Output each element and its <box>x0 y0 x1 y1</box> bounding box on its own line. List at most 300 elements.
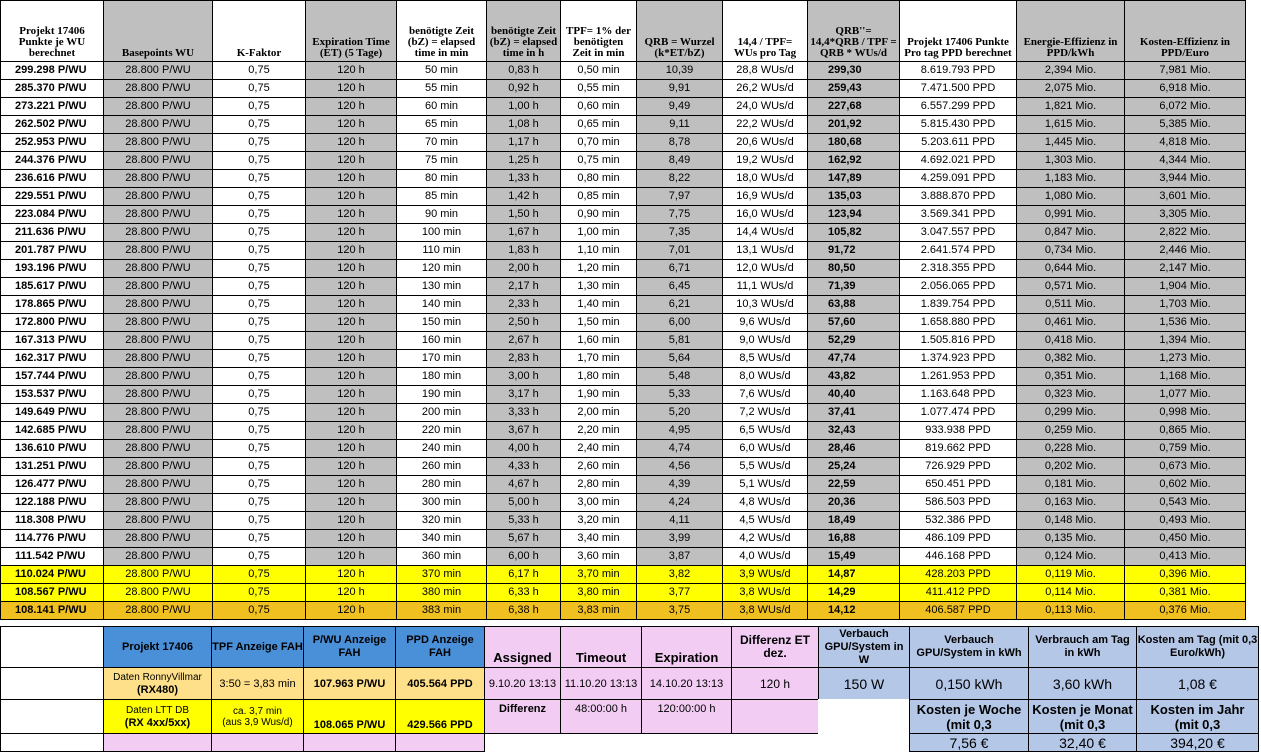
cell-wus-per-day[interactable]: 4,0 WUs/d <box>723 548 808 566</box>
cell-elapsed-h[interactable]: 3,67 h <box>487 422 561 440</box>
cell-basepoints[interactable]: 28.800 P/WU <box>104 188 213 206</box>
cell-energy-efficiency[interactable]: 0,847 Mio. <box>1017 224 1125 242</box>
cell-cost-efficiency[interactable]: 4,818 Mio. <box>1125 134 1246 152</box>
cell-cost-efficiency[interactable]: 0,865 Mio. <box>1125 422 1246 440</box>
cell-expiration-time[interactable]: 120 h <box>306 458 397 476</box>
cell-cost-efficiency[interactable]: 1,273 Mio. <box>1125 350 1246 368</box>
summary-day-kwh-header[interactable]: Verbrauch am Tag in kWh <box>1028 626 1137 668</box>
cell-elapsed-h[interactable]: 1,25 h <box>487 152 561 170</box>
cell-k-factor[interactable]: 0,75 <box>213 512 306 530</box>
cell-expiration-time[interactable]: 120 h <box>306 476 397 494</box>
summary-row1-diff-et[interactable]: 120 h <box>731 667 819 700</box>
cell-points-per-wu[interactable]: 273.221 P/WU <box>1 98 104 116</box>
cell-energy-efficiency[interactable]: 2,394 Mio. <box>1017 62 1125 80</box>
cell-basepoints[interactable]: 28.800 P/WU <box>104 116 213 134</box>
cell-basepoints[interactable]: 28.800 P/WU <box>104 530 213 548</box>
cell-elapsed-min[interactable]: 55 min <box>397 80 487 98</box>
cell-expiration-time[interactable]: 120 h <box>306 224 397 242</box>
cell-elapsed-h[interactable]: 5,00 h <box>487 494 561 512</box>
cell-wus-per-day[interactable]: 5,1 WUs/d <box>723 476 808 494</box>
cell-k-factor[interactable]: 0,75 <box>213 458 306 476</box>
cell-points-per-wu[interactable]: 162.317 P/WU <box>1 350 104 368</box>
cell-ppd[interactable]: 532.386 PPD <box>900 512 1017 530</box>
cell-expiration-time[interactable]: 120 h <box>306 152 397 170</box>
summary-row1-watt[interactable]: 150 W <box>818 667 910 700</box>
cell-k-factor[interactable]: 0,75 <box>213 224 306 242</box>
cell-energy-efficiency[interactable]: 0,113 Mio. <box>1017 602 1125 620</box>
cell-k-factor[interactable]: 0,75 <box>213 206 306 224</box>
summary-row2-tpf[interactable] <box>211 699 304 734</box>
cell-qrb-wus[interactable]: 105,82 <box>808 224 900 242</box>
cell-k-factor[interactable]: 0,75 <box>213 404 306 422</box>
summary-row1-pwu[interactable]: 107.963 P/WU <box>303 667 396 700</box>
cell-expiration-time[interactable]: 120 h <box>306 584 397 602</box>
cell-elapsed-min[interactable]: 383 min <box>397 602 487 620</box>
cell-cost-efficiency[interactable]: 1,394 Mio. <box>1125 332 1246 350</box>
cell-ppd[interactable]: 3.569.341 PPD <box>900 206 1017 224</box>
cell-expiration-time[interactable]: 120 h <box>306 530 397 548</box>
cell-ppd[interactable]: 428.203 PPD <box>900 566 1017 584</box>
cell-elapsed-min[interactable]: 280 min <box>397 476 487 494</box>
cell-qrb[interactable]: 5,81 <box>637 332 723 350</box>
cell-cost-efficiency[interactable]: 0,673 Mio. <box>1125 458 1246 476</box>
cell-points-per-wu[interactable]: 299.298 P/WU <box>1 62 104 80</box>
cell-cost-efficiency[interactable]: 0,493 Mio. <box>1125 512 1246 530</box>
cell-wus-per-day[interactable]: 18,0 WUs/d <box>723 170 808 188</box>
col-header-points-per-wu[interactable]: Projekt 17406 Punkte je WU berechnet <box>1 1 104 62</box>
cell-energy-efficiency[interactable]: 0,181 Mio. <box>1017 476 1125 494</box>
cell-basepoints[interactable]: 28.800 P/WU <box>104 584 213 602</box>
cell-cost-efficiency[interactable]: 3,944 Mio. <box>1125 170 1246 188</box>
summary-row1-day-cost[interactable]: 1,08 € <box>1136 667 1259 700</box>
cell-energy-efficiency[interactable]: 2,075 Mio. <box>1017 80 1125 98</box>
cell-tpf[interactable]: 3,60 min <box>561 548 637 566</box>
cell-elapsed-min[interactable]: 200 min <box>397 404 487 422</box>
cell-energy-efficiency[interactable]: 0,351 Mio. <box>1017 368 1125 386</box>
cell-basepoints[interactable]: 28.800 P/WU <box>104 458 213 476</box>
cell-elapsed-min[interactable]: 65 min <box>397 116 487 134</box>
cell-qrb[interactable]: 6,71 <box>637 260 723 278</box>
cell-k-factor[interactable]: 0,75 <box>213 440 306 458</box>
cell-points-per-wu[interactable]: 122.188 P/WU <box>1 494 104 512</box>
cell-qrb[interactable]: 5,20 <box>637 404 723 422</box>
summary-row3-empty-ppd[interactable] <box>395 733 485 752</box>
cell-k-factor[interactable]: 0,75 <box>213 332 306 350</box>
cell-expiration-time[interactable]: 120 h <box>306 602 397 620</box>
cell-cost-efficiency[interactable]: 1,077 Mio. <box>1125 386 1246 404</box>
cell-expiration-time[interactable]: 120 h <box>306 242 397 260</box>
cell-wus-per-day[interactable]: 11,1 WUs/d <box>723 278 808 296</box>
cell-basepoints[interactable]: 28.800 P/WU <box>104 278 213 296</box>
cell-k-factor[interactable]: 0,75 <box>213 278 306 296</box>
cell-energy-efficiency[interactable]: 0,511 Mio. <box>1017 296 1125 314</box>
cell-qrb-wus[interactable]: 22,59 <box>808 476 900 494</box>
cell-ppd[interactable]: 1.505.816 PPD <box>900 332 1017 350</box>
cell-tpf[interactable]: 3,80 min <box>561 584 637 602</box>
cell-elapsed-min[interactable]: 50 min <box>397 62 487 80</box>
empty-cell[interactable] <box>0 626 104 668</box>
cell-elapsed-min[interactable]: 380 min <box>397 584 487 602</box>
cell-cost-efficiency[interactable]: 3,601 Mio. <box>1125 188 1246 206</box>
cell-cost-efficiency[interactable]: 0,602 Mio. <box>1125 476 1246 494</box>
cell-qrb[interactable]: 4,24 <box>637 494 723 512</box>
cell-basepoints[interactable]: 28.800 P/WU <box>104 602 213 620</box>
cell-elapsed-min[interactable]: 140 min <box>397 296 487 314</box>
cell-cost-efficiency[interactable]: 5,385 Mio. <box>1125 116 1246 134</box>
cell-qrb[interactable]: 5,48 <box>637 368 723 386</box>
cell-qrb-wus[interactable]: 71,39 <box>808 278 900 296</box>
cell-k-factor[interactable]: 0,75 <box>213 152 306 170</box>
cell-cost-efficiency[interactable]: 1,536 Mio. <box>1125 314 1246 332</box>
cell-qrb[interactable]: 3,75 <box>637 602 723 620</box>
col-header-elapsed-min[interactable]: benötigte Zeit (bZ) = elapsed time in min <box>397 1 487 62</box>
cell-tpf[interactable]: 1,60 min <box>561 332 637 350</box>
cell-ppd[interactable]: 5.815.430 PPD <box>900 116 1017 134</box>
cell-expiration-time[interactable]: 120 h <box>306 386 397 404</box>
cell-k-factor[interactable]: 0,75 <box>213 314 306 332</box>
summary-row1-day-kwh[interactable]: 3,60 kWh <box>1028 667 1137 700</box>
cell-tpf[interactable]: 1,20 min <box>561 260 637 278</box>
cell-qrb-wus[interactable]: 40,40 <box>808 386 900 404</box>
cell-qrb[interactable]: 3,77 <box>637 584 723 602</box>
cell-qrb-wus[interactable]: 299,30 <box>808 62 900 80</box>
cell-basepoints[interactable]: 28.800 P/WU <box>104 494 213 512</box>
cell-wus-per-day[interactable]: 4,2 WUs/d <box>723 530 808 548</box>
summary-month-cost-header[interactable]: Kosten je Monat (mit 0,3 <box>1028 699 1137 734</box>
cell-elapsed-h[interactable]: 6,38 h <box>487 602 561 620</box>
cell-expiration-time[interactable]: 120 h <box>306 422 397 440</box>
cell-qrb-wus[interactable]: 80,50 <box>808 260 900 278</box>
summary-row1-expiration[interactable]: 14.10.20 13:13 <box>641 667 732 700</box>
cell-energy-efficiency[interactable]: 0,299 Mio. <box>1017 404 1125 422</box>
cell-wus-per-day[interactable]: 4,8 WUs/d <box>723 494 808 512</box>
cell-points-per-wu[interactable]: 223.084 P/WU <box>1 206 104 224</box>
cell-qrb[interactable]: 3,82 <box>637 566 723 584</box>
summary-year-cost-header[interactable]: Kosten im Jahr (mit 0,3 <box>1136 699 1259 734</box>
cell-points-per-wu[interactable]: 262.502 P/WU <box>1 116 104 134</box>
cell-tpf[interactable]: 1,30 min <box>561 278 637 296</box>
cell-elapsed-min[interactable]: 300 min <box>397 494 487 512</box>
summary-row1-assigned[interactable]: 9.10.20 13:13 <box>484 667 561 700</box>
cell-ppd[interactable]: 8.619.793 PPD <box>900 62 1017 80</box>
col-header-expiration-time[interactable]: Expiration Time (ET) (5 Tage) <box>306 1 397 62</box>
summary-row3-empty-tpf[interactable] <box>211 733 304 752</box>
cell-points-per-wu[interactable]: 114.776 P/WU <box>1 530 104 548</box>
cell-elapsed-h[interactable]: 1,42 h <box>487 188 561 206</box>
cell-cost-efficiency[interactable]: 2,822 Mio. <box>1125 224 1246 242</box>
cell-tpf[interactable]: 3,40 min <box>561 530 637 548</box>
cell-energy-efficiency[interactable]: 0,114 Mio. <box>1017 584 1125 602</box>
cell-elapsed-h[interactable]: 2,83 h <box>487 350 561 368</box>
cell-tpf[interactable]: 0,65 min <box>561 116 637 134</box>
cell-energy-efficiency[interactable]: 0,259 Mio. <box>1017 422 1125 440</box>
cell-ppd[interactable]: 650.451 PPD <box>900 476 1017 494</box>
cell-qrb-wus[interactable]: 14,87 <box>808 566 900 584</box>
cell-wus-per-day[interactable]: 3,8 WUs/d <box>723 602 808 620</box>
col-header-cost-efficiency[interactable]: Kosten-Effizienz in PPD/Euro <box>1125 1 1246 62</box>
cell-elapsed-min[interactable]: 240 min <box>397 440 487 458</box>
cell-expiration-time[interactable]: 120 h <box>306 188 397 206</box>
cell-qrb[interactable]: 6,00 <box>637 314 723 332</box>
summary-row2-ppd[interactable]: 429.566 PPD <box>395 699 485 734</box>
cell-points-per-wu[interactable]: 111.542 P/WU <box>1 548 104 566</box>
cell-expiration-time[interactable]: 120 h <box>306 296 397 314</box>
cell-basepoints[interactable]: 28.800 P/WU <box>104 296 213 314</box>
cell-qrb-wus[interactable]: 47,74 <box>808 350 900 368</box>
summary-timeout-header[interactable]: Timeout <box>560 626 642 668</box>
cell-qrb-wus[interactable]: 32,43 <box>808 422 900 440</box>
cell-elapsed-h[interactable]: 4,67 h <box>487 476 561 494</box>
cell-energy-efficiency[interactable]: 0,135 Mio. <box>1017 530 1125 548</box>
cell-points-per-wu[interactable]: 136.610 P/WU <box>1 440 104 458</box>
cell-elapsed-min[interactable]: 150 min <box>397 314 487 332</box>
cell-ppd[interactable]: 2.056.065 PPD <box>900 278 1017 296</box>
cell-cost-efficiency[interactable]: 0,376 Mio. <box>1125 602 1246 620</box>
cell-expiration-time[interactable]: 120 h <box>306 134 397 152</box>
cell-expiration-time[interactable]: 120 h <box>306 260 397 278</box>
cell-tpf[interactable]: 2,60 min <box>561 458 637 476</box>
cell-elapsed-h[interactable]: 1,00 h <box>487 98 561 116</box>
cell-tpf[interactable]: 1,80 min <box>561 368 637 386</box>
cell-ppd[interactable]: 486.109 PPD <box>900 530 1017 548</box>
cell-wus-per-day[interactable]: 7,6 WUs/d <box>723 386 808 404</box>
cell-energy-efficiency[interactable]: 0,991 Mio. <box>1017 206 1125 224</box>
summary-row2-label[interactable] <box>103 699 212 734</box>
cell-elapsed-h[interactable]: 2,17 h <box>487 278 561 296</box>
cell-ppd[interactable]: 1.163.648 PPD <box>900 386 1017 404</box>
cell-qrb-wus[interactable]: 162,92 <box>808 152 900 170</box>
cell-basepoints[interactable]: 28.800 P/WU <box>104 476 213 494</box>
cell-ppd[interactable]: 933.938 PPD <box>900 422 1017 440</box>
cell-k-factor[interactable]: 0,75 <box>213 80 306 98</box>
cell-expiration-time[interactable]: 120 h <box>306 62 397 80</box>
cell-qrb[interactable]: 9,49 <box>637 98 723 116</box>
cell-energy-efficiency[interactable]: 0,119 Mio. <box>1017 566 1125 584</box>
cell-elapsed-h[interactable]: 1,83 h <box>487 242 561 260</box>
cell-ppd[interactable]: 4.692.021 PPD <box>900 152 1017 170</box>
cell-expiration-time[interactable]: 120 h <box>306 404 397 422</box>
cell-elapsed-h[interactable]: 4,00 h <box>487 440 561 458</box>
summary-ppd-header[interactable]: PPD Anzeige FAH <box>395 626 485 668</box>
cell-basepoints[interactable]: 28.800 P/WU <box>104 134 213 152</box>
summary-watt-header[interactable]: Verbauch GPU/System in W <box>818 626 910 668</box>
cell-expiration-time[interactable]: 120 h <box>306 278 397 296</box>
cell-cost-efficiency[interactable]: 0,413 Mio. <box>1125 548 1246 566</box>
cell-k-factor[interactable]: 0,75 <box>213 116 306 134</box>
cell-wus-per-day[interactable]: 24,0 WUs/d <box>723 98 808 116</box>
cell-k-factor[interactable]: 0,75 <box>213 368 306 386</box>
cell-qrb[interactable]: 4,11 <box>637 512 723 530</box>
cell-qrb[interactable]: 7,35 <box>637 224 723 242</box>
cell-ppd[interactable]: 1.658.880 PPD <box>900 314 1017 332</box>
cell-qrb[interactable]: 6,21 <box>637 296 723 314</box>
cell-elapsed-min[interactable]: 70 min <box>397 134 487 152</box>
cell-tpf[interactable]: 1,90 min <box>561 386 637 404</box>
cell-tpf[interactable]: 0,75 min <box>561 152 637 170</box>
cell-elapsed-h[interactable]: 2,33 h <box>487 296 561 314</box>
cell-energy-efficiency[interactable]: 0,571 Mio. <box>1017 278 1125 296</box>
cell-cost-efficiency[interactable]: 0,381 Mio. <box>1125 584 1246 602</box>
cell-elapsed-min[interactable]: 160 min <box>397 332 487 350</box>
cell-wus-per-day[interactable]: 13,1 WUs/d <box>723 242 808 260</box>
cell-basepoints[interactable]: 28.800 P/WU <box>104 548 213 566</box>
summary-week-cost[interactable]: 7,56 € <box>909 733 1029 752</box>
cell-qrb[interactable]: 4,95 <box>637 422 723 440</box>
cell-k-factor[interactable]: 0,75 <box>213 188 306 206</box>
cell-qrb-wus[interactable]: 14,29 <box>808 584 900 602</box>
cell-qrb-wus[interactable]: 201,92 <box>808 116 900 134</box>
cell-points-per-wu[interactable]: 185.617 P/WU <box>1 278 104 296</box>
col-header-tpf[interactable]: TPF= 1% der benötigten Zeit in min <box>561 1 637 62</box>
cell-points-per-wu[interactable]: 229.551 P/WU <box>1 188 104 206</box>
cell-qrb[interactable]: 9,91 <box>637 80 723 98</box>
cell-qrb-wus[interactable]: 20,36 <box>808 494 900 512</box>
cell-points-per-wu[interactable]: 153.537 P/WU <box>1 386 104 404</box>
cell-elapsed-min[interactable]: 110 min <box>397 242 487 260</box>
col-header-energy-efficiency[interactable]: Energie-Effizienz in PPD/kWh <box>1017 1 1125 62</box>
cell-energy-efficiency[interactable]: 0,382 Mio. <box>1017 350 1125 368</box>
cell-k-factor[interactable]: 0,75 <box>213 296 306 314</box>
summary-row2-diff-empty[interactable] <box>731 699 819 734</box>
cell-energy-efficiency[interactable]: 0,418 Mio. <box>1017 332 1125 350</box>
cell-tpf[interactable]: 0,60 min <box>561 98 637 116</box>
cell-qrb[interactable]: 10,39 <box>637 62 723 80</box>
cell-energy-efficiency[interactable]: 1,080 Mio. <box>1017 188 1125 206</box>
cell-cost-efficiency[interactable]: 0,450 Mio. <box>1125 530 1246 548</box>
cell-wus-per-day[interactable]: 19,2 WUs/d <box>723 152 808 170</box>
cell-expiration-time[interactable]: 120 h <box>306 548 397 566</box>
cell-cost-efficiency[interactable]: 0,998 Mio. <box>1125 404 1246 422</box>
cell-ppd[interactable]: 411.412 PPD <box>900 584 1017 602</box>
cell-ppd[interactable]: 4.259.091 PPD <box>900 170 1017 188</box>
cell-qrb[interactable]: 8,78 <box>637 134 723 152</box>
cell-k-factor[interactable]: 0,75 <box>213 350 306 368</box>
cell-ppd[interactable]: 6.557.299 PPD <box>900 98 1017 116</box>
cell-expiration-time[interactable]: 120 h <box>306 80 397 98</box>
cell-elapsed-h[interactable]: 0,83 h <box>487 62 561 80</box>
empty-cell[interactable] <box>0 699 104 734</box>
cell-wus-per-day[interactable]: 6,0 WUs/d <box>723 440 808 458</box>
cell-points-per-wu[interactable]: 118.308 P/WU <box>1 512 104 530</box>
cell-k-factor[interactable]: 0,75 <box>213 530 306 548</box>
cell-wus-per-day[interactable]: 14,4 WUs/d <box>723 224 808 242</box>
col-header-basepoints[interactable]: Basepoints WU <box>104 1 213 62</box>
cell-basepoints[interactable]: 28.800 P/WU <box>104 422 213 440</box>
cell-qrb-wus[interactable]: 259,43 <box>808 80 900 98</box>
cell-qrb[interactable]: 8,22 <box>637 170 723 188</box>
cell-points-per-wu[interactable]: 157.744 P/WU <box>1 368 104 386</box>
cell-elapsed-h[interactable]: 1,08 h <box>487 116 561 134</box>
cell-wus-per-day[interactable]: 5,5 WUs/d <box>723 458 808 476</box>
cell-qrb-wus[interactable]: 28,46 <box>808 440 900 458</box>
cell-k-factor[interactable]: 0,75 <box>213 134 306 152</box>
cell-k-factor[interactable]: 0,75 <box>213 566 306 584</box>
cell-cost-efficiency[interactable]: 4,344 Mio. <box>1125 152 1246 170</box>
cell-basepoints[interactable]: 28.800 P/WU <box>104 260 213 278</box>
cell-elapsed-h[interactable]: 2,67 h <box>487 332 561 350</box>
summary-year-cost[interactable]: 394,20 € <box>1136 733 1259 752</box>
summary-project-label[interactable]: Projekt 17406 <box>103 626 212 668</box>
cell-elapsed-h[interactable]: 2,50 h <box>487 314 561 332</box>
cell-expiration-time[interactable]: 120 h <box>306 206 397 224</box>
cell-wus-per-day[interactable]: 26,2 WUs/d <box>723 80 808 98</box>
summary-row1-label[interactable] <box>103 667 212 700</box>
cell-qrb[interactable]: 4,56 <box>637 458 723 476</box>
cell-ppd[interactable]: 446.168 PPD <box>900 548 1017 566</box>
cell-expiration-time[interactable]: 120 h <box>306 98 397 116</box>
col-header-wus-per-day[interactable]: 14,4 / TPF= WUs pro Tag <box>723 1 808 62</box>
cell-qrb-wus[interactable]: 147,89 <box>808 170 900 188</box>
cell-tpf[interactable]: 1,40 min <box>561 296 637 314</box>
cell-energy-efficiency[interactable]: 0,734 Mio. <box>1017 242 1125 260</box>
cell-expiration-time[interactable]: 120 h <box>306 314 397 332</box>
cell-k-factor[interactable]: 0,75 <box>213 494 306 512</box>
cell-tpf[interactable]: 2,80 min <box>561 476 637 494</box>
summary-row2-empty[interactable] <box>818 699 910 734</box>
cell-cost-efficiency[interactable]: 3,305 Mio. <box>1125 206 1246 224</box>
cell-ppd[interactable]: 7.471.500 PPD <box>900 80 1017 98</box>
cell-points-per-wu[interactable]: 201.787 P/WU <box>1 242 104 260</box>
cell-points-per-wu[interactable]: 149.649 P/WU <box>1 404 104 422</box>
cell-wus-per-day[interactable]: 3,8 WUs/d <box>723 584 808 602</box>
cell-tpf[interactable]: 2,00 min <box>561 404 637 422</box>
cell-basepoints[interactable]: 28.800 P/WU <box>104 314 213 332</box>
cell-cost-efficiency[interactable]: 6,072 Mio. <box>1125 98 1246 116</box>
cell-expiration-time[interactable]: 120 h <box>306 512 397 530</box>
cell-wus-per-day[interactable]: 12,0 WUs/d <box>723 260 808 278</box>
cell-points-per-wu[interactable]: 193.196 P/WU <box>1 260 104 278</box>
summary-differenz-label[interactable]: Differenz <box>484 699 561 734</box>
cell-wus-per-day[interactable]: 22,2 WUs/d <box>723 116 808 134</box>
cell-basepoints[interactable]: 28.800 P/WU <box>104 98 213 116</box>
cell-elapsed-h[interactable]: 6,17 h <box>487 566 561 584</box>
cell-energy-efficiency[interactable]: 0,124 Mio. <box>1017 548 1125 566</box>
cell-basepoints[interactable]: 28.800 P/WU <box>104 368 213 386</box>
cell-wus-per-day[interactable]: 9,0 WUs/d <box>723 332 808 350</box>
cell-qrb-wus[interactable]: 14,12 <box>808 602 900 620</box>
cell-basepoints[interactable]: 28.800 P/WU <box>104 566 213 584</box>
summary-diff-timeout[interactable]: 48:00:00 h <box>560 699 642 734</box>
cell-ppd[interactable]: 5.203.611 PPD <box>900 134 1017 152</box>
cell-ppd[interactable]: 1.839.754 PPD <box>900 296 1017 314</box>
cell-energy-efficiency[interactable]: 1,445 Mio. <box>1017 134 1125 152</box>
cell-wus-per-day[interactable]: 20,6 WUs/d <box>723 134 808 152</box>
cell-wus-per-day[interactable]: 9,6 WUs/d <box>723 314 808 332</box>
cell-wus-per-day[interactable]: 16,0 WUs/d <box>723 206 808 224</box>
cell-tpf[interactable]: 0,55 min <box>561 80 637 98</box>
cell-tpf[interactable]: 0,70 min <box>561 134 637 152</box>
summary-pwu-header[interactable]: P/WU Anzeige FAH <box>303 626 396 668</box>
col-header-qrb-wus[interactable]: QRB''= 14,4*QRB / TPF = QRB * WUs/d <box>808 1 900 62</box>
cell-points-per-wu[interactable]: 252.953 P/WU <box>1 134 104 152</box>
summary-row1-kwh[interactable]: 0,150 kWh <box>909 667 1029 700</box>
cell-wus-per-day[interactable]: 4,5 WUs/d <box>723 512 808 530</box>
summary-day-cost-header[interactable]: Kosten am Tag (mit 0,3 Euro/kWh) <box>1136 626 1259 668</box>
cell-qrb-wus[interactable]: 135,03 <box>808 188 900 206</box>
cell-wus-per-day[interactable]: 6,5 WUs/d <box>723 422 808 440</box>
cell-ppd[interactable]: 819.662 PPD <box>900 440 1017 458</box>
cell-elapsed-min[interactable]: 120 min <box>397 260 487 278</box>
cell-k-factor[interactable]: 0,75 <box>213 62 306 80</box>
summary-row2-pwu[interactable]: 108.065 P/WU <box>303 699 396 734</box>
cell-qrb[interactable]: 3,99 <box>637 530 723 548</box>
cell-tpf[interactable]: 1,70 min <box>561 350 637 368</box>
cell-ppd[interactable]: 3.888.870 PPD <box>900 188 1017 206</box>
cell-basepoints[interactable]: 28.800 P/WU <box>104 440 213 458</box>
cell-cost-efficiency[interactable]: 2,446 Mio. <box>1125 242 1246 260</box>
cell-tpf[interactable]: 3,70 min <box>561 566 637 584</box>
cell-elapsed-min[interactable]: 370 min <box>397 566 487 584</box>
